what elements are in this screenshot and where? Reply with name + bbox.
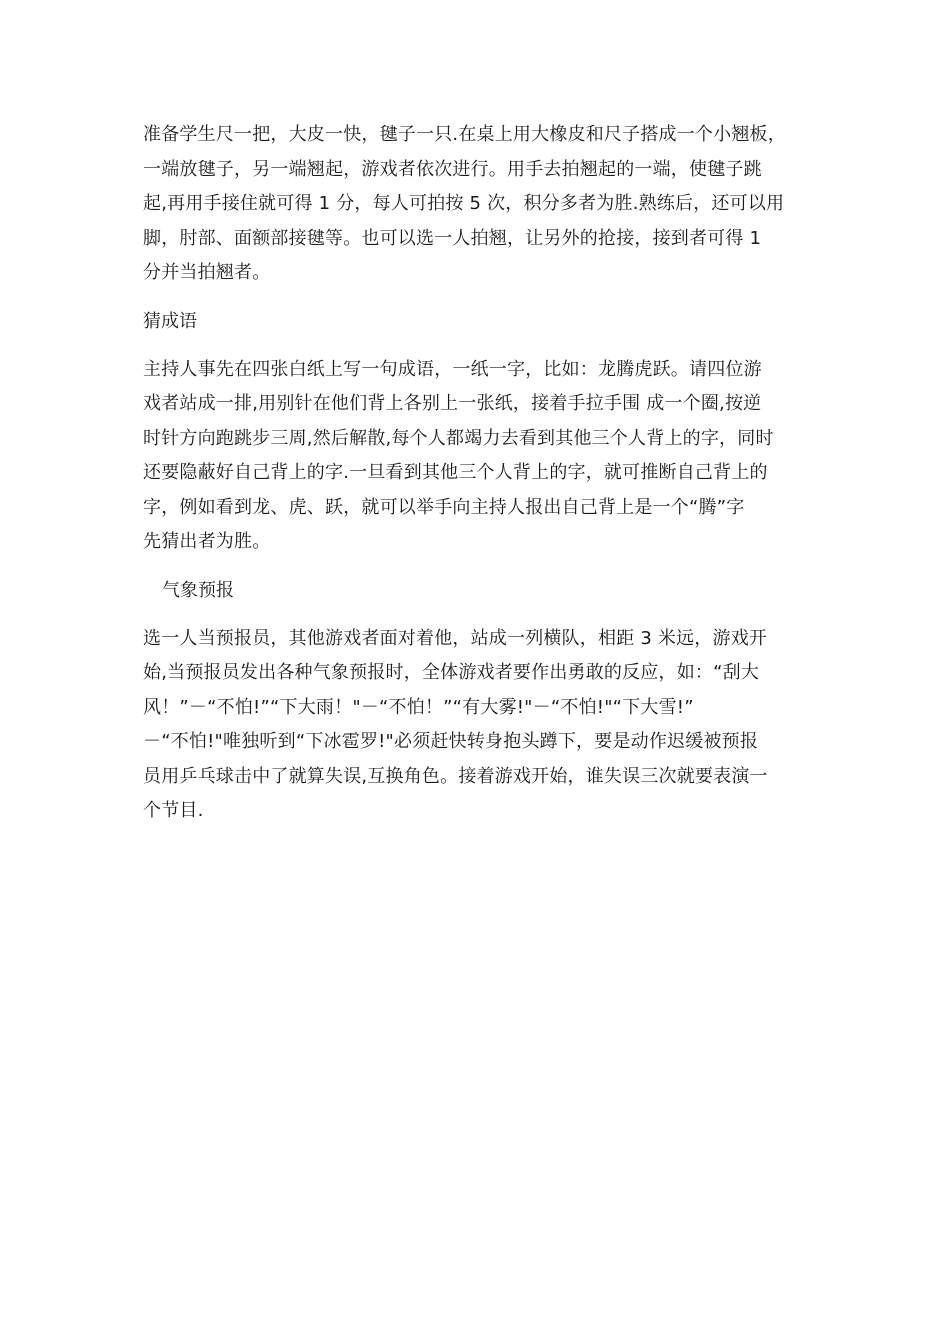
paragraph-weather-forecast — [143, 622, 813, 829]
paragraph-line: 始,当预报员发出各种气象预报时，全体游戏者要作出勇敢的反应，如：“刮大 — [143, 662, 760, 683]
paragraph-line: 准备学生尺一把，大皮一快，毽子一只.在桌上用大橡皮和尺子搭成一个小翘板， — [143, 124, 786, 145]
paragraph-line: 先猜出者为胜。 — [143, 531, 271, 552]
paragraph-line: －“不怕!"唯独听到“下冰雹罗!"必须赶快转身抱头蹲下，要是动作迟缓被预报 — [143, 731, 759, 752]
heading-spacer — [143, 339, 813, 353]
paragraph-line: 一端放毽子，另一端翘起，游戏者依次进行。用手去拍翘起的一端，使毽子跳 — [143, 158, 762, 180]
document-body — [143, 118, 813, 829]
paragraph-line: 起,再用手接住就可得 1 分，每人可拍按 5 次，积分多者为胜.熟练后，还可以用 — [143, 193, 785, 214]
paragraph-line: 个节目. — [143, 800, 204, 821]
paragraph-line: 选一人当预报员，其他游戏者面对着他，站成一列横队，相距 3 米远，游戏开 — [143, 627, 768, 649]
paragraph-line: 分并当拍翘者。 — [143, 262, 271, 283]
paragraph-guess-idiom — [143, 353, 813, 560]
paragraph-spacer — [143, 291, 813, 305]
paragraph-line: 主持人事先在四张白纸上写一句成语，一纸一字，比如：龙腾虎跃。请四位游 — [143, 358, 762, 380]
paragraph-spacer — [143, 560, 813, 574]
heading-spacer — [143, 608, 813, 622]
paragraph-line: 还要隐蔽好自己背上的字.一旦看到其他三个人背上的字，就可推断自己背上的 — [143, 462, 768, 483]
paragraph-shuttlecock-game — [143, 118, 813, 291]
section-heading-guess-idiom: 猜成语 — [143, 310, 197, 332]
paragraph-line: 字，例如看到龙、虎、跃，就可以举手向主持人报出自己背上是一个“腾”字 — [143, 496, 745, 518]
paragraph-line: 戏者站成一排,用别针在他们背上各别上一张纸，接着手拉手围 成一个圈,按逆 — [143, 393, 762, 414]
paragraph-line: 风！”－“不怕!”“下大雨！"－“不怕！”“有大雾!"－“不怕!"“下大雪!” — [143, 696, 694, 718]
paragraph-line: 员用乒乓球击中了就算失误,互换角色。接着游戏开始，谁失误三次就要表演一 — [143, 765, 768, 787]
paragraph-line: 脚，肘部、面额部接毽等。也可以选一人拍翘，让另外的抢接，接到者可得 1 — [143, 227, 762, 249]
paragraph-line: 时针方向跑跳步三周,然后解散,每个人都竭力去看到其他三个人背上的字，同时 — [143, 427, 774, 449]
section-heading-weather-forecast: 气象预报 — [162, 579, 234, 601]
